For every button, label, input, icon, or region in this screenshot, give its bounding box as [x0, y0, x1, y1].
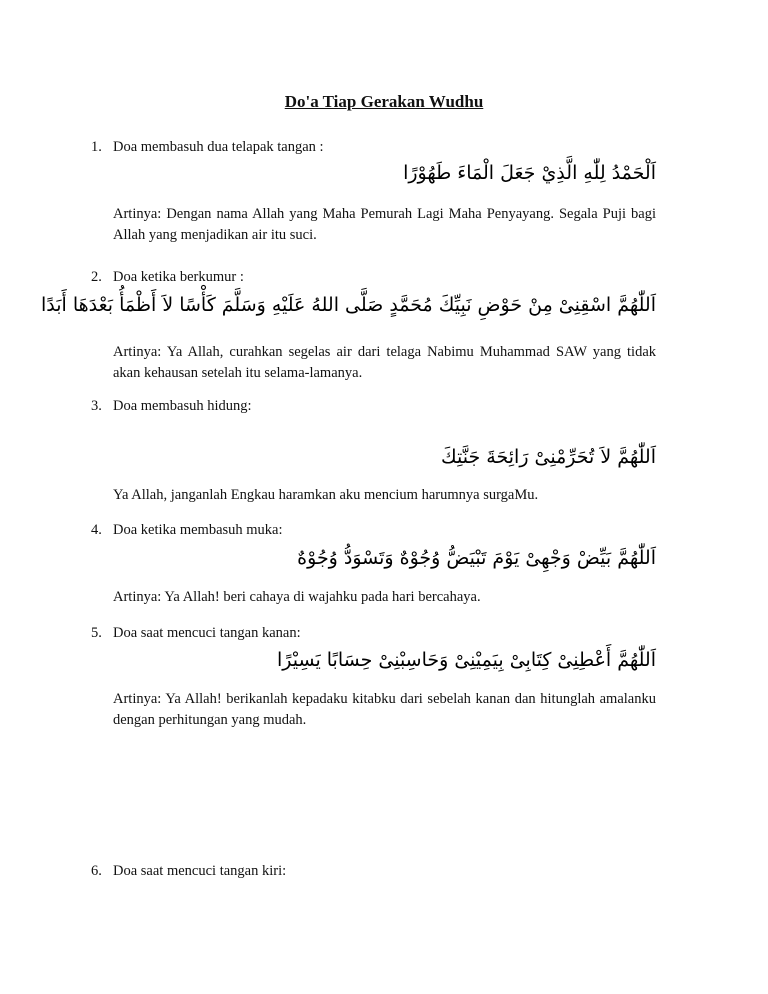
item-label: Doa ketika berkumur : [113, 269, 244, 285]
item-number: 5. [91, 625, 102, 641]
prayer-meaning: Artinya: Ya Allah, curahkan segelas air dari telaga Nabimu Muhammad SAW yang tidak akan kehausan setelah itu selama-lamanya. [113, 344, 656, 381]
prayer-meaning: Artinya: Ya Allah! berikanlah kepadaku kitabku dari sebelah kanan dan hitunglah amalanku dengan perhitungan yang mudah. [113, 691, 656, 728]
arabic-prayer: اَلْحَمْدُ لِلّٰهِ الَّذِيْ جَعَلَ الْمَاءَ طَهُوْرًا [403, 162, 656, 184]
prayer-meaning: Ya Allah, janganlah Engkau haramkan aku mencium harumnya surgaMu. [113, 487, 539, 503]
page-title: Do'a Tiap Gerakan Wudhu [284, 92, 484, 111]
item-label: Doa membasuh dua telapak tangan : [113, 139, 324, 155]
item-number: 3. [91, 398, 102, 414]
item-label: Doa saat mencuci tangan kanan: [113, 625, 301, 641]
item-label: Doa saat mencuci tangan kiri: [113, 863, 287, 879]
item-number: 6. [91, 863, 102, 879]
arabic-prayer: اَللّٰهُمَّ اسْقِنِىْ مِنْ حَوْضِ نَبِيِّكَ مُحَمَّدٍ صَلَّى اللهُ عَلَيْهِ وَسَلَّمَ كَأْسًا لاَ أَظْمَأُ بَعْدَهَا أَبَدًا [40, 294, 656, 316]
arabic-prayer: اَللّٰهُمَّ أَعْطِنِىْ كِتَابِىْ بِيَمِيْنِىْ وَحَاسِبْنِىْ حِسَابًا يَسِيْرًا [277, 649, 656, 671]
prayer-meaning: Artinya: Dengan nama Allah yang Maha Pemurah Lagi Maha Penyayang. Segala Puji bagi Allah yang menjadikan air itu suci. [113, 206, 656, 243]
prayer-meaning: Artinya: Ya Allah! beri cahaya di wajahku pada hari bercahaya. [113, 589, 481, 605]
arabic-prayer: اَللّٰهُمَّ بَيِّضْ وَجْهِىْ يَوْمَ تَبْيَضُّ وُجُوْهٌ وَتَسْوَدُّ وُجُوْهٌ [297, 547, 656, 569]
item-label: Doa ketika membasuh muka: [113, 522, 283, 538]
item-number: 2. [91, 269, 102, 285]
arabic-prayer: اَللّٰهُمَّ لاَ تُحَرِّمْنِىْ رَائِحَةَ جَنَّتِكَ [441, 446, 656, 468]
item-number: 4. [91, 522, 102, 538]
item-number: 1. [91, 139, 102, 155]
item-label: Doa membasuh hidung: [113, 398, 252, 414]
